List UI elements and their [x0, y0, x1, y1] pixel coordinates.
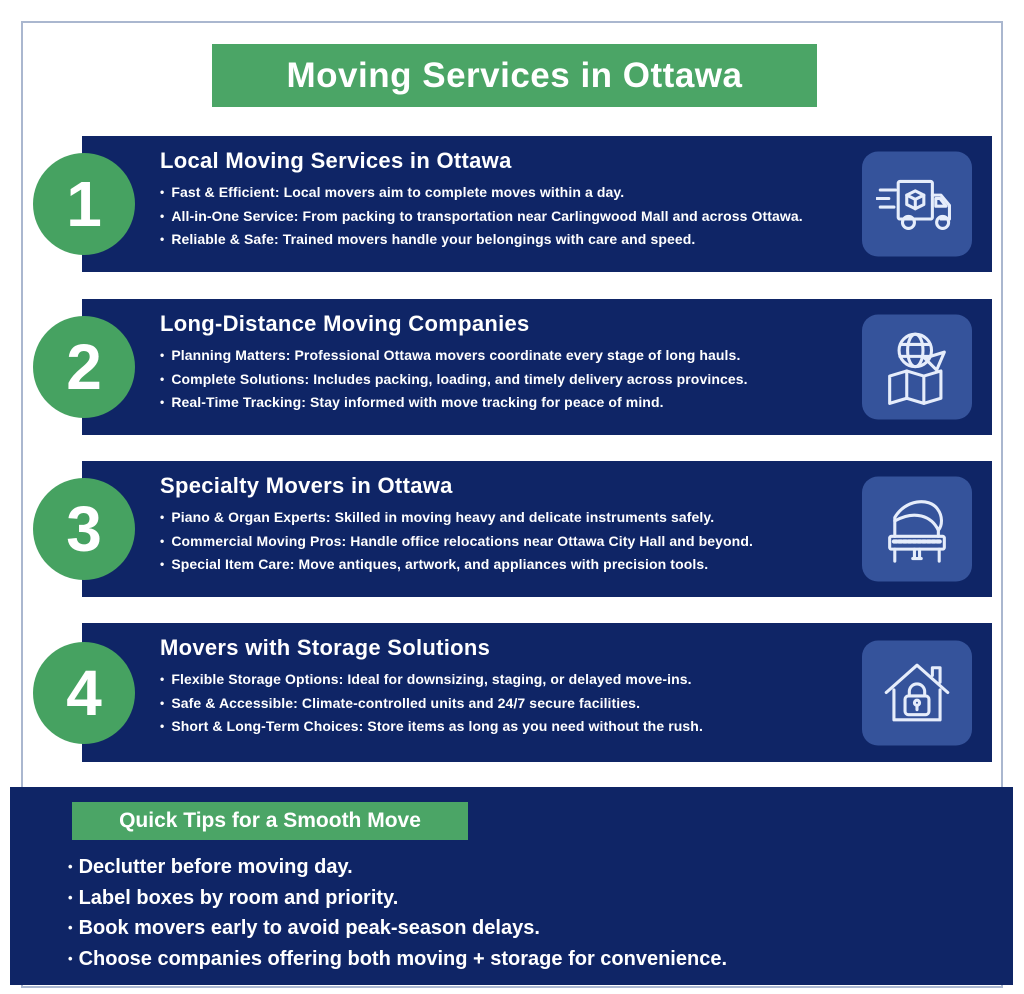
card-bullet: • Flexible Storage Options: Ideal for downsizing, staging, or delayed move-ins. [160, 668, 834, 692]
card-body [160, 148, 834, 252]
card-title: Movers with Storage Solutions [160, 635, 491, 660]
card-bullet: • Commercial Moving Pros: Handle office relocations near Ottawa City Hall and beyond. [160, 530, 834, 554]
quick-tips-title: Quick Tips for a Smooth Move [119, 809, 421, 832]
icon-tile [862, 315, 972, 420]
quick-tips-list [68, 853, 727, 975]
card-bullet: • Reliable & Safe: Trained movers handle your belongings with care and speed. [160, 228, 834, 252]
service-card [66, 461, 992, 597]
step-number-badge [33, 153, 135, 255]
card-title: Local Moving Services in Ottawa [160, 148, 512, 173]
icon-tile [862, 640, 972, 745]
card-bullet-list [160, 506, 834, 577]
icon-tile [862, 477, 972, 582]
card-body [160, 473, 834, 577]
quick-tip-bullet: • Declutter before moving day. [68, 853, 727, 884]
step-number: 2 [66, 331, 102, 403]
card-bullet: • Short & Long-Term Choices: Store items as long as you need without the rush. [160, 715, 834, 739]
card-bullet-list [160, 344, 834, 415]
quick-tips-banner [72, 802, 468, 840]
service-card [66, 299, 992, 435]
card-bullet: • Fast & Efficient: Local movers aim to complete moves within a day. [160, 181, 834, 205]
card-bullet: • All-in-One Service: From packing to transportation near Carlingwood Mall and across Ottawa. [160, 205, 834, 229]
truck-icon [876, 163, 958, 245]
card-bullet: • Special Item Care: Move antiques, artwork, and appliances with precision tools. [160, 553, 834, 577]
quick-tip-bullet: • Label boxes by room and priority. [68, 884, 727, 915]
globe-map-icon [876, 326, 958, 408]
quick-tip-bullet: • Book movers early to avoid peak-season delays. [68, 914, 727, 945]
icon-tile [862, 152, 972, 257]
step-number: 3 [66, 493, 102, 565]
step-number-badge [33, 316, 135, 418]
card-bullet: • Complete Solutions: Includes packing, loading, and timely delivery across provinces. [160, 368, 834, 392]
card-title: Long-Distance Moving Companies [160, 311, 530, 336]
card-bullet-list [160, 181, 834, 252]
quick-tip-bullet: • Choose companies offering both moving + storage for convenience. [68, 945, 727, 976]
page-title-banner [212, 44, 817, 107]
step-number: 1 [66, 168, 102, 240]
card-bullet-list [160, 668, 834, 739]
piano-icon [876, 488, 958, 570]
step-number: 4 [66, 656, 102, 729]
card-bullet: • Safe & Accessible: Climate-controlled units and 24/7 secure facilities. [160, 692, 834, 716]
house-lock-icon [876, 652, 958, 734]
card-title: Specialty Movers in Ottawa [160, 473, 453, 498]
service-card [66, 136, 992, 272]
card-bullet: • Planning Matters: Professional Ottawa movers coordinate every stage of long hauls. [160, 344, 834, 368]
quick-tips-panel [10, 787, 1013, 985]
card-bullet: • Piano & Organ Experts: Skilled in moving heavy and delicate instruments safely. [160, 506, 834, 530]
page-title: Moving Services in Ottawa [286, 55, 743, 95]
card-body [160, 311, 834, 415]
step-number-badge [33, 642, 135, 744]
card-bullet: • Real-Time Tracking: Stay informed with move tracking for peace of mind. [160, 391, 834, 415]
card-body [160, 635, 834, 739]
step-number-badge [33, 478, 135, 580]
service-card [66, 623, 992, 762]
